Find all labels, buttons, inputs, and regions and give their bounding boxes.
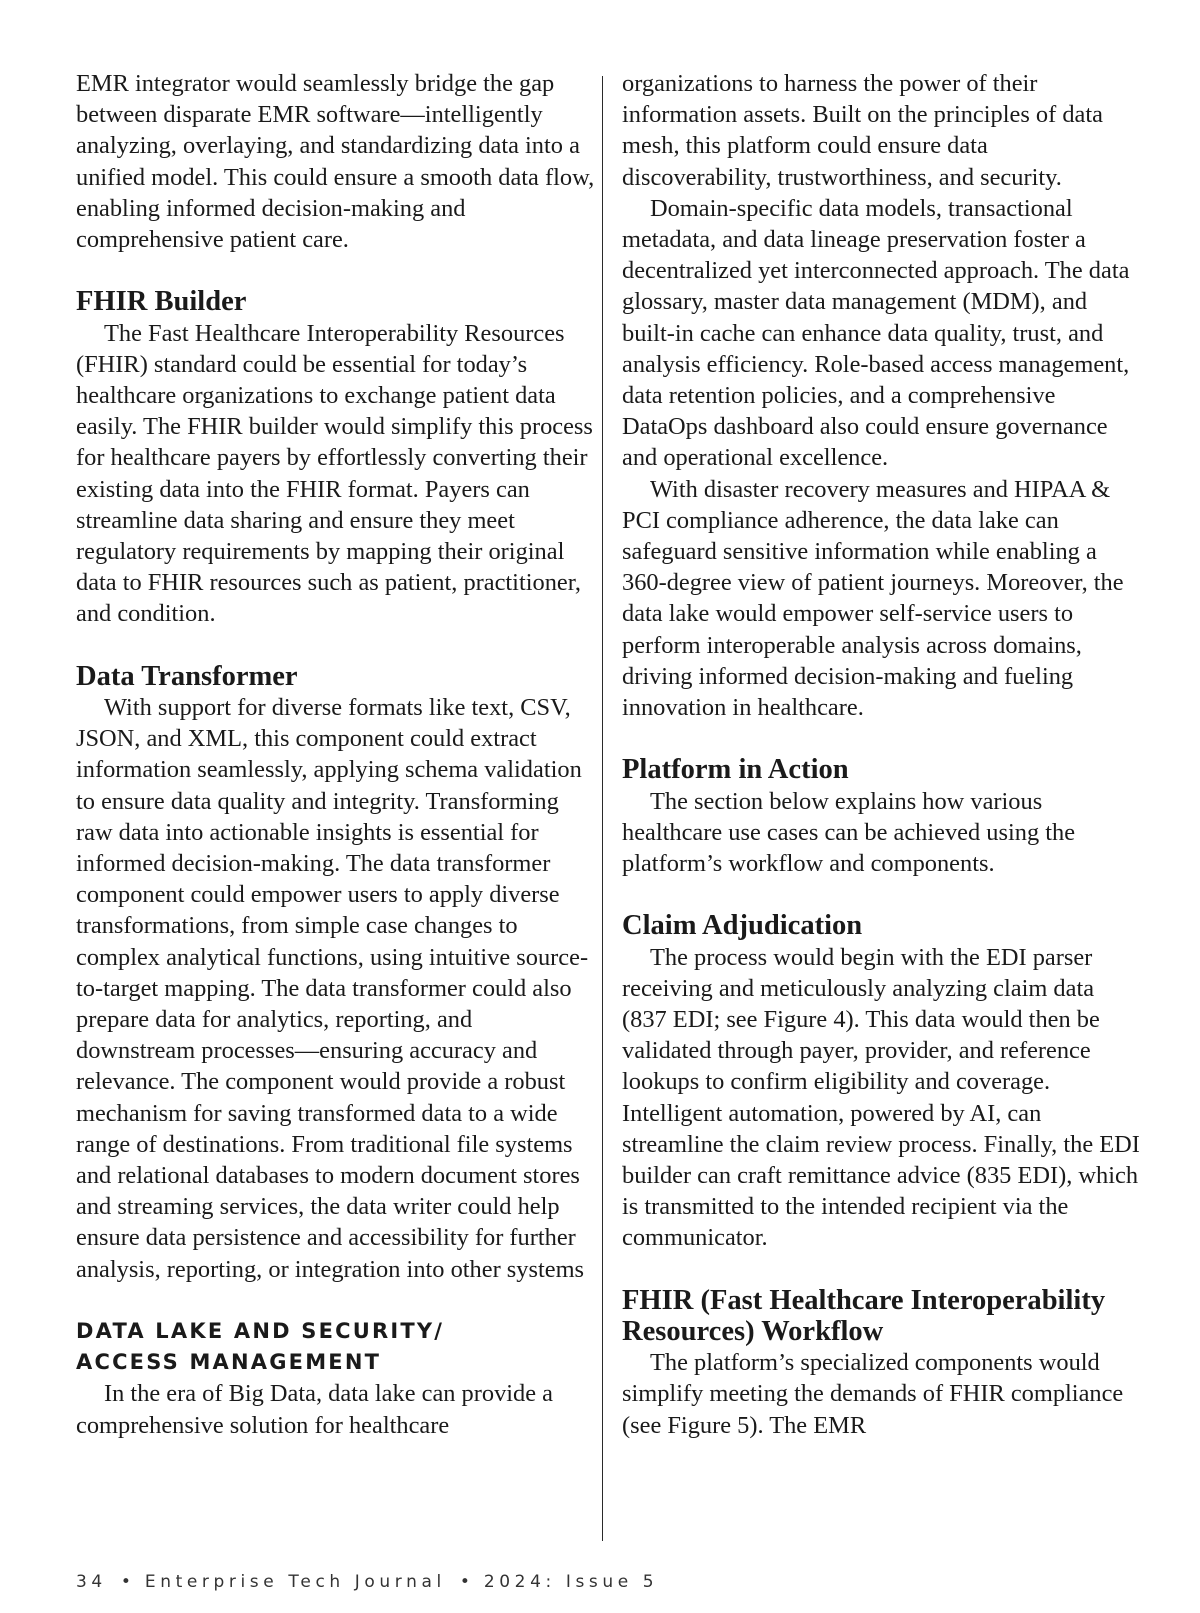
fhir-builder-heading: FHIR Builder [76, 286, 247, 318]
fhir-workflow-heading [622, 1285, 1142, 1347]
data-lake-body: In the era of Big Data, data lake can provide a comprehensive solution for healthcare [76, 1380, 553, 1439]
page-footer [76, 1572, 658, 1592]
platform-in-action-heading: Platform in Action [622, 754, 849, 786]
data-transformer-body: With support for diverse formats like text, CSV, JSON, and XML, this component could extract information seamlessly, applying schema validation to ensure data quality and integrity. Transforming raw data into actionable insights is essential for informed decision-making. The data transformer component could empower users to apply diverse transformations, from simple case changes to complex analytical functions, using intuitive source-to-target mapping. The data transformer could also prepare data for analytics, reporting, and downstream processes—ensuring accuracy and relevance. The component would provide a robust mechanism for saving transformed data to a wide range of destinations. From traditional file systems and relational databases to modern document stores and streaming services, the data writer could help ensure data persistence and accessibility for further analysis, reporting, or integration into other systems [76, 694, 589, 1283]
fhir-workflow-heading-line2: Resources) Workflow [622, 1316, 884, 1348]
data-lake-paragraph-2: Domain-specific data models, transactional metadata, and data lineage preservation foster a decentralized yet interconnected approach. The data glossary, master data management (MDM), and built-in cache can enhance data quality, trust, and analysis efficiency. Role-based access management, data retention policies, and a comprehensive DataOps dashboard also could ensure governance and operational excellence. [622, 194, 1130, 472]
issue-label: 2024: Issue 5 [483, 1572, 659, 1592]
fhir-builder-body: The Fast Healthcare Interoperability Resources (FHIR) standard could be essential for today’s healthcare organizations to exchange patient data easily. The FHIR builder would simplify this process for healthcare payers by effortlessly converting their existing data into the FHIR format. Payers can streamline data sharing and ensure they meet regulatory requirements by mapping their original data to FHIR resources such as patient, practitioner, and condition. [76, 319, 593, 628]
data-lake-heading-line1: DATA LAKE AND SECURITY/ [76, 1319, 445, 1344]
left-column [76, 68, 596, 1441]
data-lake-heading [76, 1316, 596, 1378]
footer-separator: • [459, 1572, 470, 1592]
column-divider [602, 76, 603, 1541]
platform-in-action-body: The section below explains how various healthcare use cases can be achieved using the platform’s workflow and components. [622, 787, 1076, 878]
fhir-workflow-heading-line1: FHIR (Fast Healthcare Interoperability [622, 1284, 1106, 1316]
claim-adjudication-heading: Claim Adjudication [622, 910, 863, 942]
right-column [622, 68, 1142, 1441]
data-transformer-heading: Data Transformer [76, 660, 298, 692]
intro-paragraph: EMR integrator would seamlessly bridge the gap between disparate EMR software—intelligently analyzing, overlaying, and standardizing data into a unified model. This could ensure a smooth data flow, enabling informed decision-making and comprehensive patient care. [76, 70, 595, 254]
fhir-workflow-body: The platform’s specialized components would simplify meeting the demands of FHIR compliance (see Figure 5). The EMR [622, 1349, 1124, 1439]
publication-name: Enterprise Tech Journal [144, 1572, 446, 1592]
claim-adjudication-body: The process would begin with the EDI parser receiving and meticulously analyzing claim data (837 EDI; see Figure 4). This data would then be validated through payer, provider, and reference lookups to confirm eligibility and coverage. Intelligent automation, powered by AI, can streamline the claim review process. Finally, the EDI builder can craft remittance advice (835 EDI), which is transmitted to the intended recipient via the communicator. [622, 943, 1140, 1252]
footer-separator: • [120, 1572, 131, 1592]
data-lake-paragraph-3: With disaster recovery measures and HIPAA & PCI compliance adherence, the data lake can safeguard sensitive information while enabling a 360-degree view of patient journeys. Moreover, the data lake would empower self-service users to perform interoperable analysis across domains, driving informed decision-making and fueling innovation in healthcare. [622, 475, 1124, 722]
data-lake-heading-line2: ACCESS MANAGEMENT [76, 1350, 382, 1375]
page-number: 34 [76, 1572, 107, 1592]
continued-paragraph: organizations to harness the power of their information assets. Built on the principles of data mesh, this platform could ensure data discoverability, trustworthiness, and security. [622, 70, 1103, 191]
